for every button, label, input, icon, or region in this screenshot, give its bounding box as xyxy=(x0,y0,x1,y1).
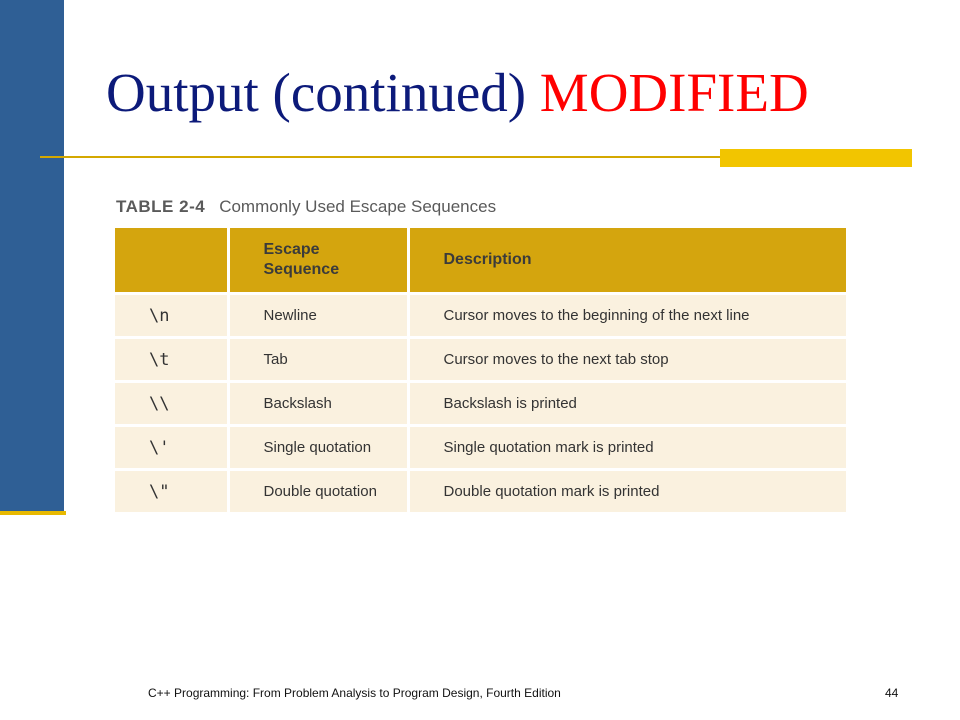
table-caption xyxy=(116,197,496,217)
table-row xyxy=(115,470,846,514)
slide-title-main: Output (continued) xyxy=(106,62,527,123)
table-row xyxy=(115,426,846,470)
table-header-row xyxy=(115,228,846,294)
escape-code-cell: \t xyxy=(115,338,228,382)
escape-description-cell: Cursor moves to the beginning of the next line xyxy=(408,294,846,338)
escape-name-cell: Single quotation xyxy=(228,426,408,470)
escape-name-cell: Tab xyxy=(228,338,408,382)
table-row xyxy=(115,382,846,426)
escape-code-cell: \n xyxy=(115,294,228,338)
title-divider-block xyxy=(720,149,912,167)
escape-name-cell: Double quotation xyxy=(228,470,408,514)
escape-code-cell: \' xyxy=(115,426,228,470)
left-sidebar-bar xyxy=(0,0,64,513)
table-row xyxy=(115,294,846,338)
escape-description-cell: Single quotation mark is printed xyxy=(408,426,846,470)
slide-title xyxy=(106,58,809,128)
escape-name-cell: Newline xyxy=(228,294,408,338)
escape-description-cell: Backslash is printed xyxy=(408,382,846,426)
escape-sequence-table xyxy=(115,228,846,515)
table-caption-text: Commonly Used Escape Sequences xyxy=(219,197,497,216)
escape-name-cell: Backslash xyxy=(228,382,408,426)
header-cell-escape-sequence: Escape Sequence xyxy=(228,228,408,294)
slide-title-accent: MODIFIED xyxy=(539,62,809,123)
table xyxy=(115,228,846,515)
header-cell-description: Description xyxy=(408,228,846,294)
footer-book-title: C++ Programming: From Problem Analysis to Program Design, Fourth Edition xyxy=(148,686,561,700)
escape-description-cell: Cursor moves to the next tab stop xyxy=(408,338,846,382)
escape-description-cell: Double quotation mark is printed xyxy=(408,470,846,514)
escape-code-cell: \\ xyxy=(115,382,228,426)
header-cell-code xyxy=(115,228,228,294)
page-number: 44 xyxy=(885,686,899,700)
table-row xyxy=(115,338,846,382)
escape-code-cell: \" xyxy=(115,470,228,514)
left-sidebar-accent xyxy=(0,511,66,515)
table-number: TABLE 2-4 xyxy=(116,197,206,216)
